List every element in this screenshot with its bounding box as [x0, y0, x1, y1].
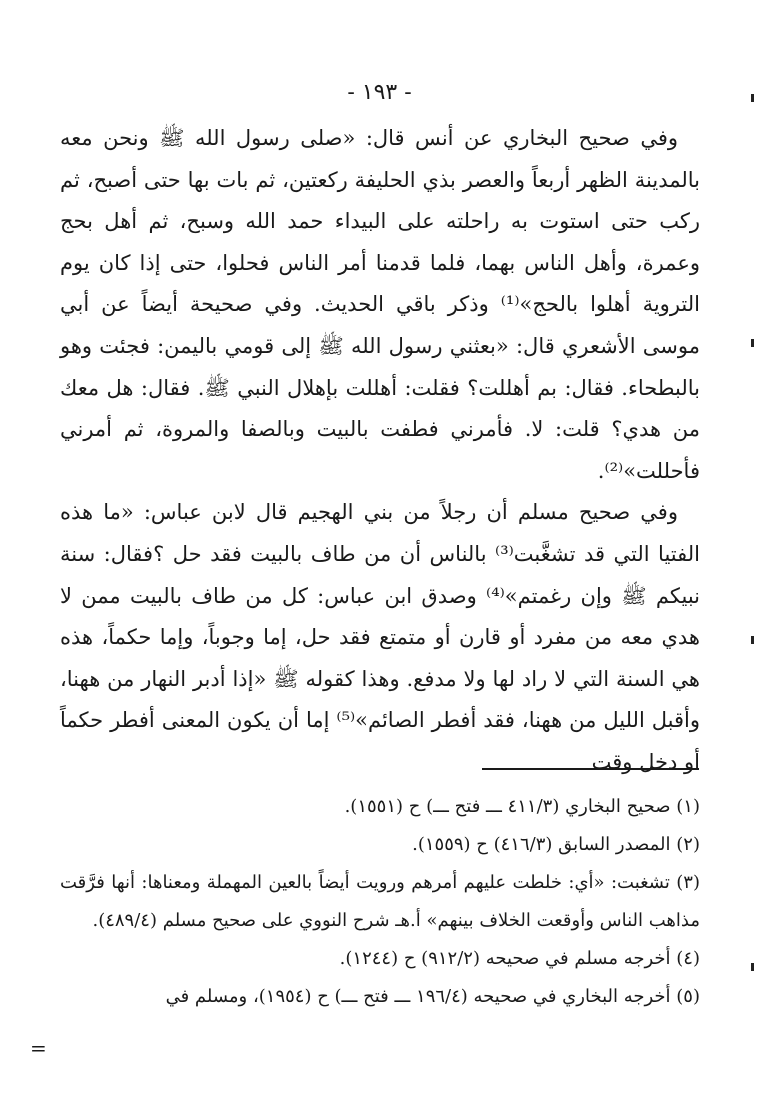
footnote: (٥) أخرجه البخاري في صحيحه (١٩٦/٤ ـــ فتح ـــ) ح (١٩٥٤)، ومسلم في	[165, 986, 700, 1007]
margin-mark	[751, 94, 754, 102]
page-number: - ١٩٣ -	[347, 80, 412, 105]
margin-mark	[751, 339, 754, 347]
paragraph: وفي صحيح مسلم أن رجلاً من بني الهجيم قال لابن عباس: «ما هذه الفتيا التي قد تشغَّبت⁽³⁾ بالناس أن من طاف بالبيت فقد حل ؟فقال: سنة نبيكم ﷺ وإن رغمتم»⁽⁴⁾ وصدق ابن عباس: كل من طاف بالبيت ممن لا هدي معه من مفرد أو قارن أو متمتع فقد حل، إما وجوباً، وإما حكماً، هذه هي السنة التي لا راد لها ولا مدفع. وهذا كقوله ﷺ «إذا أدبر النهار من ههنا، وأقبل الليل من ههنا، فقد أفطر الصائم»⁽⁵⁾ إما أن يكون المعنى أفطر حكماً أو دخل وقت	[60, 500, 701, 774]
paragraph: وفي صحيح البخاري عن أنس قال: «صلى رسول الله ﷺ ونحن معه بالمدينة الظهر أربعاً والعصر بذي الحليفة ركعتين، ثم بات بها حتى أصبح، ثم ركب حتى استوت به راحلته على البيداء حمد الله وسبح، ثم أهل بحج وعمرة، وأهل الناس بهما، فلما قدمنا أمر الناس فحلوا، حتى إذا كان يوم التروية أهلوا بالحج»⁽¹⁾ وذكر باقي الحديث. وفي صحيحة أيضاً عن أبي موسى الأشعري قال: «بعثني رسول الله ﷺ إلى قومي باليمن: فجئت وهو بالبطحاء. فقال: بم أهللت؟ فقلت: أهللت بإهلال النبي ﷺ. فقال: هل معك من هدي؟ قلت: لا. فأمرني فطفت بالبيت وبالصفا والمروة، ثم أمرني فأحللت»⁽²⁾.	[60, 126, 700, 483]
footnote: (٤) أخرجه مسلم في صحيحه (٩١٢/٢) ح (١٢٤٤).	[339, 948, 700, 969]
footnote: (٢) المصدر السابق (٤١٦/٣) ح (١٥٥٩).	[412, 834, 700, 855]
footnotes	[60, 788, 700, 1016]
main-text	[60, 118, 700, 784]
margin-mark	[751, 636, 754, 644]
footnote: (١) صحيح البخاري (٤١١/٣ ـــ فتح ـــ) ح (١٥٥١).	[344, 796, 700, 817]
footnote-separator	[482, 768, 699, 770]
continuation-mark: =	[30, 1036, 47, 1060]
margin-mark	[751, 963, 754, 971]
footnote: (٣) تشغبت: «أي: خلطت عليهم أمرهم ورويت أيضاً بالعين المهملة ومعناها: أنها فرَّقت مذاهب الناس وأوقعت الخلاف بينهم» أ.هـ شرح النووي على صحيح مسلم (٤٨٩/٤).	[60, 872, 700, 931]
